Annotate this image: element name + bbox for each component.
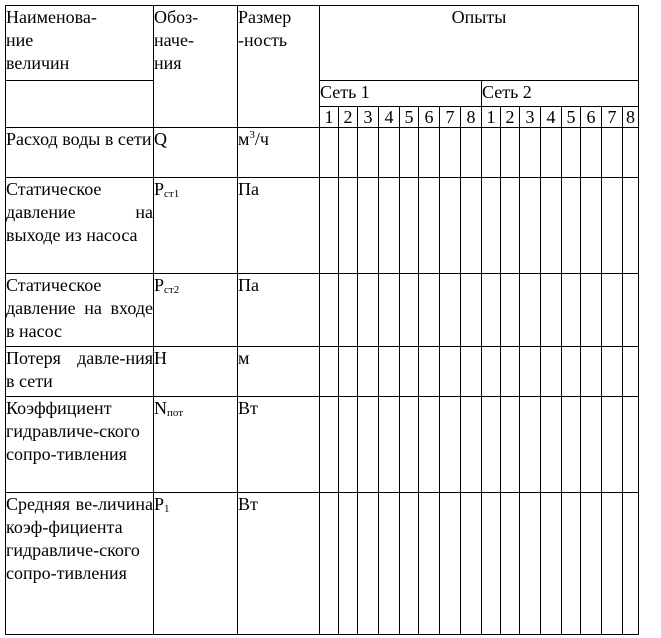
header-blank-cell <box>6 81 154 128</box>
symbol-text: P <box>154 275 165 295</box>
value-cell <box>419 178 440 274</box>
symbol-cell <box>154 397 238 493</box>
value-cell <box>461 128 482 178</box>
value-cell <box>520 178 541 274</box>
value-cell <box>501 493 520 635</box>
value-cell <box>501 274 520 347</box>
value-cell <box>581 347 602 397</box>
unit-text: Вт <box>238 494 258 514</box>
value-cell <box>581 274 602 347</box>
value-cell <box>400 274 419 347</box>
symbol-text: P <box>154 494 165 514</box>
experiment-number-cell: 3 <box>520 107 541 128</box>
experiment-number-cell: 8 <box>623 107 639 128</box>
value-cell <box>320 347 339 397</box>
value-cell <box>440 178 461 274</box>
experiment-number-cell: 2 <box>501 107 520 128</box>
value-cell <box>320 128 339 178</box>
unit-text: Па <box>238 179 259 199</box>
value-cell <box>339 274 358 347</box>
value-cell <box>602 178 623 274</box>
experiment-number-cell: 1 <box>482 107 501 128</box>
experiment-number-cell: 6 <box>419 107 440 128</box>
value-cell <box>419 128 440 178</box>
value-cell <box>461 493 482 635</box>
value-cell <box>358 397 379 493</box>
value-cell <box>440 493 461 635</box>
value-cell <box>602 274 623 347</box>
value-cell <box>461 397 482 493</box>
value-cell <box>501 397 520 493</box>
header-experiments-cell: Опыты <box>320 6 639 81</box>
symbol-cell <box>154 274 238 347</box>
table-row <box>6 347 639 397</box>
value-cell <box>482 347 501 397</box>
value-cell <box>419 493 440 635</box>
value-cell <box>562 274 581 347</box>
value-cell <box>482 128 501 178</box>
value-cell <box>339 493 358 635</box>
value-cell <box>379 128 400 178</box>
value-cell <box>440 274 461 347</box>
value-cell <box>379 274 400 347</box>
value-cell <box>358 128 379 178</box>
unit-tail: /ч <box>254 129 269 149</box>
value-cell <box>400 128 419 178</box>
value-cell <box>541 493 562 635</box>
value-cell <box>400 493 419 635</box>
value-cell <box>541 347 562 397</box>
experiment-number-cell: 4 <box>379 107 400 128</box>
experiment-number-cell: 2 <box>339 107 358 128</box>
value-cell <box>339 128 358 178</box>
value-cell <box>379 493 400 635</box>
value-cell <box>379 347 400 397</box>
symbol-text: H <box>154 348 167 368</box>
value-cell <box>562 397 581 493</box>
value-cell <box>482 493 501 635</box>
unit-text: м <box>238 348 250 368</box>
header-unit-cell: Размер -ность <box>238 6 320 128</box>
value-cell <box>623 274 639 347</box>
value-cell <box>562 493 581 635</box>
value-cell <box>320 493 339 635</box>
table-row <box>6 397 639 493</box>
symbol-subscript: ст1 <box>164 188 180 200</box>
value-cell <box>602 347 623 397</box>
experiment-number-cell: 3 <box>358 107 379 128</box>
value-cell <box>541 128 562 178</box>
value-cell <box>461 274 482 347</box>
value-cell <box>400 397 419 493</box>
value-cell <box>400 178 419 274</box>
value-cell <box>602 128 623 178</box>
experiment-number-cell: 4 <box>541 107 562 128</box>
value-cell <box>339 397 358 493</box>
symbol-cell <box>154 347 238 397</box>
unit-text: Па <box>238 275 259 295</box>
table-row <box>6 178 639 274</box>
unit-text: Вт <box>238 398 258 418</box>
experiment-number-cell: 5 <box>400 107 419 128</box>
unit-superscript: 3 <box>249 129 255 141</box>
unit-cell <box>238 274 320 347</box>
unit-cell <box>238 347 320 397</box>
experiment-number-cell: 7 <box>602 107 623 128</box>
experiment-number-cell: 8 <box>461 107 482 128</box>
value-cell <box>358 347 379 397</box>
symbol-subscript: 1 <box>164 503 170 515</box>
symbol-subscript: ст2 <box>164 284 180 296</box>
symbol-text: Q <box>154 129 167 149</box>
value-cell <box>482 178 501 274</box>
quantity-name-cell: Потеря давле-ния в сети <box>6 347 154 397</box>
value-cell <box>520 397 541 493</box>
value-cell <box>482 274 501 347</box>
header-symbol-cell: Обоз- наче- ния <box>154 6 238 128</box>
unit-cell <box>238 493 320 635</box>
unit-cell <box>238 397 320 493</box>
value-cell <box>320 397 339 493</box>
value-cell <box>358 178 379 274</box>
value-cell <box>461 178 482 274</box>
symbol-cell <box>154 493 238 635</box>
value-cell <box>400 347 419 397</box>
symbol-text: N <box>154 398 167 418</box>
value-cell <box>623 128 639 178</box>
value-cell <box>379 178 400 274</box>
value-cell <box>520 493 541 635</box>
value-cell <box>339 347 358 397</box>
unit-text: м <box>238 129 250 149</box>
unit-cell <box>238 128 320 178</box>
value-cell <box>623 347 639 397</box>
value-cell <box>541 178 562 274</box>
value-cell <box>562 178 581 274</box>
value-cell <box>339 178 358 274</box>
value-cell <box>482 397 501 493</box>
table-row <box>6 274 639 347</box>
value-cell <box>623 493 639 635</box>
value-cell <box>358 274 379 347</box>
value-cell <box>501 128 520 178</box>
value-cell <box>440 128 461 178</box>
table-row <box>6 493 639 635</box>
experiment-number-cell: 6 <box>581 107 602 128</box>
symbol-text: P <box>154 179 165 199</box>
value-cell <box>520 347 541 397</box>
value-cell <box>581 397 602 493</box>
value-cell <box>419 274 440 347</box>
value-cell <box>581 128 602 178</box>
value-cell <box>581 178 602 274</box>
header-net2-cell: Сеть 2 <box>482 81 639 107</box>
value-cell <box>419 347 440 397</box>
value-cell <box>379 397 400 493</box>
value-cell <box>358 493 379 635</box>
header-net1-cell: Сеть 1 <box>320 81 482 107</box>
value-cell <box>501 178 520 274</box>
experiment-table <box>5 5 639 635</box>
value-cell <box>581 493 602 635</box>
quantity-name-cell: Коэффициент гидравличе-ского сопро-тивления <box>6 397 154 493</box>
table-row <box>6 128 639 178</box>
value-cell <box>419 397 440 493</box>
value-cell <box>562 128 581 178</box>
value-cell <box>602 493 623 635</box>
value-cell <box>562 347 581 397</box>
value-cell <box>440 397 461 493</box>
quantity-name-cell: Расход воды в сети <box>6 128 154 178</box>
experiment-number-cell: 1 <box>320 107 339 128</box>
value-cell <box>440 347 461 397</box>
value-cell <box>623 397 639 493</box>
value-cell <box>320 178 339 274</box>
value-cell <box>602 397 623 493</box>
quantity-name-cell: Статическое давление на выходе из насоса <box>6 178 154 274</box>
value-cell <box>461 347 482 397</box>
symbol-subscript: пот <box>167 407 184 419</box>
experiment-number-cell: 5 <box>562 107 581 128</box>
quantity-name-cell: Статическое давление на входе в насос <box>6 274 154 347</box>
value-cell <box>501 347 520 397</box>
symbol-cell <box>154 178 238 274</box>
header-name-cell: Наименова- ние величин <box>6 6 154 81</box>
quantity-name-cell: Средняя ве-личина коэф-фициента гидравличе-ского сопро-тивления <box>6 493 154 635</box>
value-cell <box>520 274 541 347</box>
value-cell <box>541 274 562 347</box>
unit-cell <box>238 178 320 274</box>
value-cell <box>520 128 541 178</box>
value-cell <box>541 397 562 493</box>
value-cell <box>320 274 339 347</box>
symbol-cell <box>154 128 238 178</box>
experiment-number-cell: 7 <box>440 107 461 128</box>
value-cell <box>623 178 639 274</box>
